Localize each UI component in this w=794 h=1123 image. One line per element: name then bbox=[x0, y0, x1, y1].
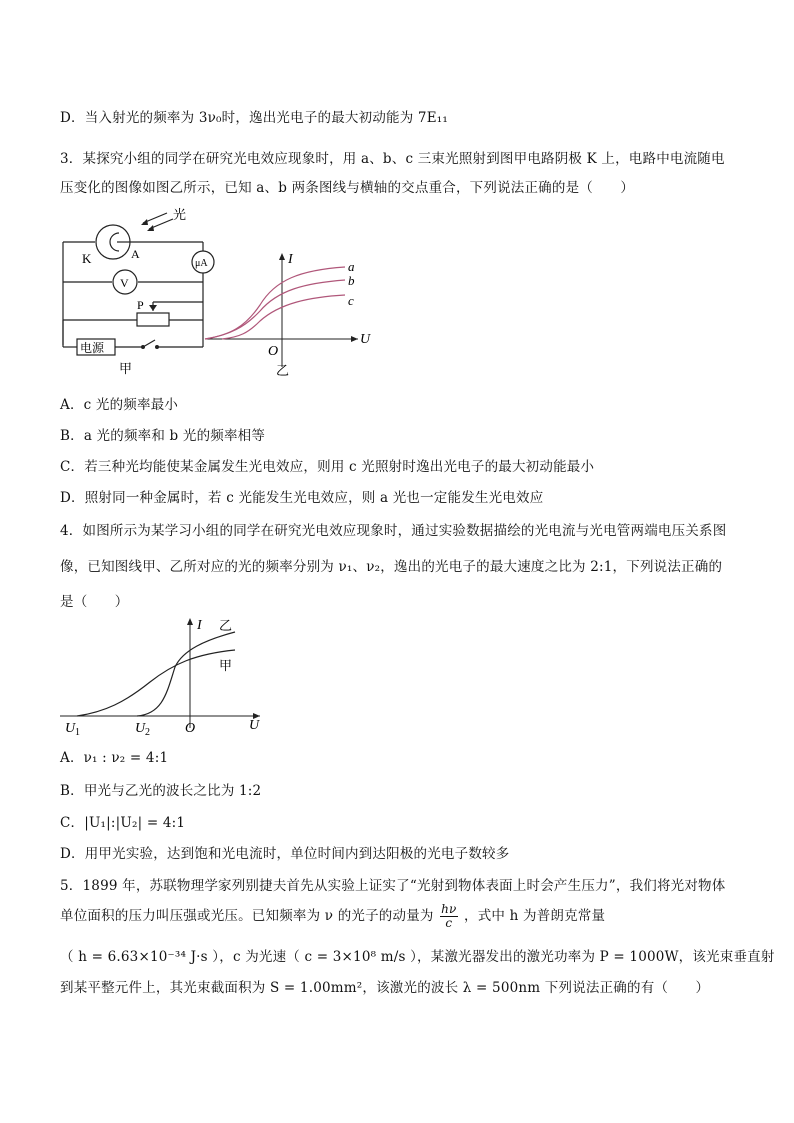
anode-label: A bbox=[131, 247, 140, 261]
axis-i-label: I bbox=[197, 618, 202, 633]
curve-b bbox=[205, 280, 345, 339]
q5-stem-line1: 5．1899 年，苏联物理学家列别捷夫首先从实验上证实了“光射到物体表面上时会产生压力”，我们将光对物体 bbox=[60, 878, 726, 894]
curve-yi bbox=[137, 632, 235, 716]
curve-b-label: b bbox=[348, 273, 355, 288]
cathode-label: K bbox=[82, 251, 92, 266]
curve-c bbox=[222, 295, 345, 339]
q3-option-b: B．a 光的频率和 b 光的频率相等 bbox=[60, 428, 266, 444]
curve-a bbox=[205, 267, 345, 339]
q4-option-d: D．用甲光实验，达到饱和光电流时，单位时间内到达阳极的光电子数较多 bbox=[60, 846, 510, 862]
q4-stem-line1: 4．如图所示为某学习小组的同学在研究光电效应现象时，通过实验数据描绘的光电流与光电管两端电压关系图 bbox=[60, 523, 727, 539]
curve-jia bbox=[77, 650, 235, 716]
q4-iu-graph bbox=[55, 612, 275, 737]
graph-caption: 乙 bbox=[276, 363, 290, 378]
origin-label: O bbox=[185, 721, 196, 736]
curve-a-label: a bbox=[348, 259, 355, 274]
axis-i-label: I bbox=[288, 252, 293, 267]
circuit-caption: 甲 bbox=[119, 361, 133, 376]
q5-stem-line3: （ h = 6.63×10⁻³⁴ J·s ），c 为光速（ c = 3×10⁸ m/s ），某激光器发出的激光功率为 P = 1000W，该光束垂直射 bbox=[60, 949, 775, 965]
q3-stem-line2: 压变化的图像如图乙所示，已知 a、b 两条图线与横轴的交点重合，下列说法正确的是（ ） bbox=[60, 180, 635, 196]
fraction-numerator: hν bbox=[441, 902, 457, 916]
fraction-denominator: c bbox=[445, 916, 453, 930]
q5-stem-line2 bbox=[60, 903, 605, 930]
q3-option-a: A．c 光的频率最小 bbox=[60, 397, 179, 413]
curve-c-label: c bbox=[348, 293, 354, 308]
u2-label: U bbox=[135, 721, 146, 736]
q5-line2-start: 单位面积的压力叫压强或光压。已知频率为 ν 的光子的动量为 bbox=[60, 908, 434, 924]
momentum-fraction bbox=[440, 903, 457, 930]
q4-stem-line2: 像，已知图线甲、乙所对应的光的频率分别为 ν₁、ν₂，逸出的光电子的最大速度之比为 2:1，下列说法正确的 bbox=[60, 559, 723, 575]
origin-label: O bbox=[268, 344, 279, 359]
u1-label: U bbox=[65, 721, 76, 736]
q4-option-b: B．甲光与乙光的波长之比为 1:2 bbox=[60, 783, 262, 799]
power-source-label: 电源 bbox=[80, 341, 105, 355]
u1-subscript: 1 bbox=[75, 727, 80, 737]
q3-option-c: C．若三种光均能使某金属发生光电效应，则用 c 光照射时逸出光电子的最大初动能最小 bbox=[60, 459, 595, 475]
microammeter-label: μA bbox=[195, 258, 208, 269]
q2-option-d: D．当入射光的频率为 3ν₀时，逸出光电子的最大初动能为 7E₁₁ bbox=[60, 110, 448, 126]
axis-u-label: U bbox=[360, 332, 371, 347]
q5-line2-end: ，式中 h 为普朗克常量 bbox=[464, 908, 606, 924]
light-label: 光 bbox=[173, 207, 187, 222]
q4-stem-line3: 是（ ） bbox=[60, 594, 129, 610]
q3-stem-line1: 3．某探究小组的同学在研究光电效应现象时，用 a、b、c 三束光照射到图甲电路阴极 K 上，电路中电流随电 bbox=[60, 151, 725, 167]
axis-u-label: U bbox=[249, 718, 260, 733]
curve-jia-label: 甲 bbox=[219, 658, 233, 673]
q4-option-a: A．ν₁ : ν₂ = 4:1 bbox=[60, 750, 169, 766]
q3-circuit-diagram bbox=[55, 205, 215, 380]
curve-yi-label: 乙 bbox=[219, 618, 233, 633]
voltmeter-label: V bbox=[120, 276, 129, 290]
q4-option-c: C．|U₁|:|U₂| = 4:1 bbox=[60, 815, 186, 831]
q3-iu-graph bbox=[200, 245, 380, 380]
q3-option-d: D．照射同一种金属时，若 c 光能发生光电效应，则 a 光也一定能发生光电效应 bbox=[60, 490, 544, 506]
u2-subscript: 2 bbox=[145, 727, 150, 737]
slider-label: P bbox=[137, 298, 144, 312]
q5-stem-line4: 到某平整元件上，其光束截面积为 S = 1.00mm²，该激光的波长 λ = 500nm 下列说法正确的有（ ） bbox=[60, 980, 710, 996]
